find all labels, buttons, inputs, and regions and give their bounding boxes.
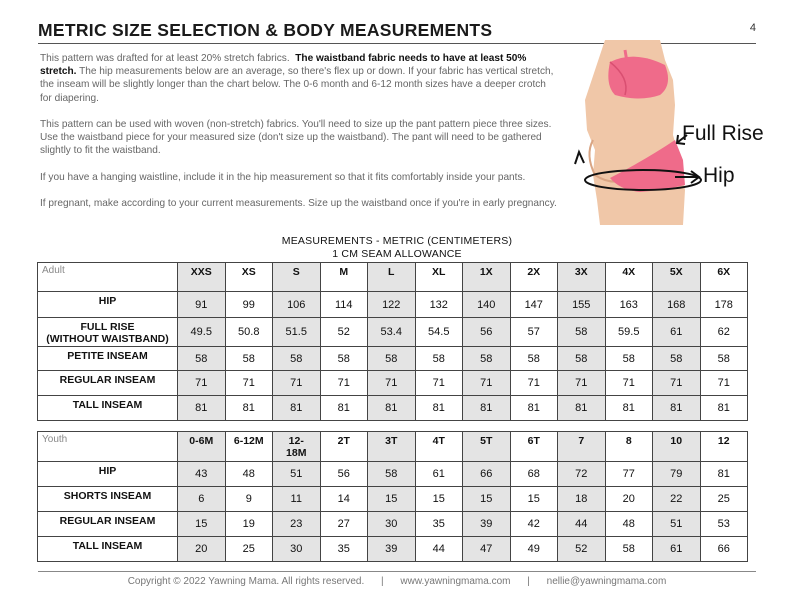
measurement-cell: 59.5: [605, 318, 653, 347]
measurement-cell: 163: [605, 292, 653, 318]
measurement-cell: 42: [510, 512, 558, 537]
measurement-cell: 79: [653, 462, 701, 487]
youth-measurements-table: [37, 431, 748, 562]
measurement-cell: 15: [510, 487, 558, 512]
intro-p1-plain: This pattern was drafted for at least 20% stretch fabrics.: [40, 53, 290, 64]
size-header: 10: [653, 432, 701, 462]
measurement-cell: 15: [368, 487, 416, 512]
measurement-cell: 51.5: [273, 318, 321, 347]
footer-divider: [38, 571, 756, 572]
measurement-cell: 14: [320, 487, 368, 512]
measurement-cell: 71: [653, 371, 701, 396]
intro-paragraph-2: This pattern can be used with woven (non-stretch) fabrics. You'll need to size up the pant pattern piece three sizes. Use the waistband piece for your measured size (don't size up the waistband). The pant will need to be gathered slightly to fit the waistband.: [40, 119, 552, 157]
measurement-cell: 58: [368, 347, 416, 371]
measurement-cell: 147: [510, 292, 558, 318]
measurement-cell: 49.5: [178, 318, 226, 347]
measurement-cell: 51: [653, 512, 701, 537]
measurement-cell: 58: [273, 347, 321, 371]
table-row: [38, 292, 748, 318]
measurement-cell: 81: [653, 396, 701, 421]
measurement-cell: 58: [415, 347, 463, 371]
measurement-cell: 48: [605, 512, 653, 537]
table-row: [38, 371, 748, 396]
measurement-cell: 99: [225, 292, 273, 318]
row-label: TALL INSEAM: [38, 396, 178, 421]
measurement-cell: 58: [225, 347, 273, 371]
measurement-cell: 58: [510, 347, 558, 371]
measurement-cell: 81: [605, 396, 653, 421]
measurement-cell: 35: [320, 537, 368, 562]
measurement-cell: 132: [415, 292, 463, 318]
measurement-cell: 58: [605, 537, 653, 562]
measurement-cell: 39: [463, 512, 511, 537]
measurement-cell: 140: [463, 292, 511, 318]
measurement-cell: 47: [463, 537, 511, 562]
measurement-cell: 43: [178, 462, 226, 487]
measurement-cell: 58: [558, 318, 606, 347]
measurement-cell: 52: [320, 318, 368, 347]
measurement-cell: 39: [368, 537, 416, 562]
measurement-cell: 68: [510, 462, 558, 487]
measurement-cell: 30: [273, 537, 321, 562]
size-header: 6X: [700, 263, 748, 292]
measurement-cell: 61: [653, 537, 701, 562]
size-header: 6-12M: [225, 432, 273, 462]
measurement-cell: 66: [463, 462, 511, 487]
size-header: 6T: [510, 432, 558, 462]
measurement-cell: 77: [605, 462, 653, 487]
measurement-cell: 58: [178, 347, 226, 371]
row-label: PETITE INSEAM: [38, 347, 178, 371]
table-heading-seam: 1 CM SEAM ALLOWANCE: [332, 248, 462, 260]
measurement-cell: 48: [225, 462, 273, 487]
measurement-cell: 44: [415, 537, 463, 562]
measurement-cell: 9: [225, 487, 273, 512]
measurement-cell: 81: [415, 396, 463, 421]
row-label: REGULAR INSEAM: [38, 512, 178, 537]
footer-copyright: Copyright © 2022 Yawning Mama. All rights reserved.: [127, 576, 365, 587]
size-header: 3T: [368, 432, 416, 462]
measurement-cell: 53: [700, 512, 748, 537]
size-header: 7: [558, 432, 606, 462]
measurement-cell: 53.4: [368, 318, 416, 347]
measurement-cell: 61: [415, 462, 463, 487]
measurement-cell: 71: [273, 371, 321, 396]
measurement-cell: 62: [700, 318, 748, 347]
measurement-cell: 35: [415, 512, 463, 537]
measurement-cell: 11: [273, 487, 321, 512]
measurement-cell: 71: [368, 371, 416, 396]
size-header: 12: [700, 432, 748, 462]
measurement-cell: 58: [558, 347, 606, 371]
measurement-cell: 81: [368, 396, 416, 421]
measurement-cell: 91: [178, 292, 226, 318]
measurement-cell: 56: [320, 462, 368, 487]
measurement-cell: 61: [653, 318, 701, 347]
adult-measurements-table: [37, 262, 748, 421]
table-row: [38, 462, 748, 487]
measurement-cell: 71: [178, 371, 226, 396]
measurement-cell: 81: [178, 396, 226, 421]
measurement-cell: 81: [510, 396, 558, 421]
measurement-cell: 19: [225, 512, 273, 537]
measurement-cell: 15: [463, 487, 511, 512]
row-label: SHORTS INSEAM: [38, 487, 178, 512]
measurement-cell: 81: [273, 396, 321, 421]
size-header: 5T: [463, 432, 511, 462]
row-label: FULL RISE (WITHOUT WAISTBAND): [38, 318, 178, 347]
measurement-cell: 54.5: [415, 318, 463, 347]
intro-p1-bold: The waistband fabric needs to have at least 50% stretch.: [40, 53, 527, 78]
measurement-cell: 71: [510, 371, 558, 396]
measurement-cell: 57: [510, 318, 558, 347]
measurement-cell: 30: [368, 512, 416, 537]
measurement-cell: 15: [415, 487, 463, 512]
measurement-cell: 20: [178, 537, 226, 562]
table-heading-units: MEASUREMENTS - METRIC (CENTIMETERS): [281, 235, 513, 247]
measurement-cell: 27: [320, 512, 368, 537]
measurement-cell: 58: [463, 347, 511, 371]
measurement-cell: 23: [273, 512, 321, 537]
table-corner-label: Youth: [38, 432, 178, 462]
measurement-cell: 6: [178, 487, 226, 512]
row-label: REGULAR INSEAM: [38, 371, 178, 396]
measurement-cell: 22: [653, 487, 701, 512]
measurement-cell: 15: [178, 512, 226, 537]
size-header: 2T: [320, 432, 368, 462]
row-label: TALL INSEAM: [38, 537, 178, 562]
full-rise-label: Full Rise: [682, 122, 764, 145]
hip-label: Hip: [703, 164, 735, 187]
size-header: XS: [225, 263, 273, 292]
table-row: [38, 347, 748, 371]
measurement-cell: 44: [558, 512, 606, 537]
table-row: [38, 537, 748, 562]
table-row: [38, 396, 748, 421]
size-header: L: [368, 263, 416, 292]
measurement-cell: 58: [368, 462, 416, 487]
footer: [0, 576, 794, 587]
footer-separator: |: [527, 576, 530, 587]
measurement-cell: 71: [225, 371, 273, 396]
measurement-cell: 72: [558, 462, 606, 487]
measurement-cell: 49: [510, 537, 558, 562]
size-header: 8: [605, 432, 653, 462]
size-header: 4T: [415, 432, 463, 462]
footer-separator: |: [381, 576, 384, 587]
measurement-cell: 114: [320, 292, 368, 318]
footer-email: nellie@yawningmama.com: [546, 576, 667, 587]
intro-text: [40, 52, 560, 224]
intro-p1-rest: The hip measurements below are an average, so there's flex up or down. If your fabric has vertical stretch, the inseam will be slightly longer than the chart below. The 0-6 month and 6-12 month sizes have a deeper crotch for diapering.: [40, 66, 554, 104]
size-header: XL: [415, 263, 463, 292]
size-header: 1X: [463, 263, 511, 292]
measurement-cell: 71: [415, 371, 463, 396]
size-header: 4X: [605, 263, 653, 292]
size-header: S: [273, 263, 321, 292]
footer-website: www.yawningmama.com: [400, 576, 511, 587]
measurement-cell: 20: [605, 487, 653, 512]
measurement-cell: 50.8: [225, 318, 273, 347]
table-row: [38, 512, 748, 537]
measurement-cell: 52: [558, 537, 606, 562]
measurement-cell: 25: [225, 537, 273, 562]
measurement-cell: 81: [558, 396, 606, 421]
table-corner-label: Adult: [38, 263, 178, 292]
page-title: METRIC SIZE SELECTION & BODY MEASUREMENTS: [38, 20, 493, 40]
measurement-cell: 66: [700, 537, 748, 562]
measurement-cell: 71: [605, 371, 653, 396]
measurement-cell: 18: [558, 487, 606, 512]
measurement-cell: 155: [558, 292, 606, 318]
measurement-cell: 81: [463, 396, 511, 421]
measurement-cell: 81: [320, 396, 368, 421]
measurement-cell: 81: [225, 396, 273, 421]
page-number: 4: [749, 22, 756, 34]
size-header: 0-6M: [178, 432, 226, 462]
measurement-cell: 25: [700, 487, 748, 512]
size-header: M: [320, 263, 368, 292]
measurement-cell: 122: [368, 292, 416, 318]
size-header: XXS: [178, 263, 226, 292]
measurement-cell: 58: [700, 347, 748, 371]
size-header: 2X: [510, 263, 558, 292]
table-row: [38, 318, 748, 347]
intro-paragraph-4: If pregnant, make according to your current measurements. Size up the waistband once if you're in early pregnancy.: [40, 198, 557, 210]
size-header: 12- 18M: [273, 432, 321, 462]
size-header: 3X: [558, 263, 606, 292]
measurement-cell: 81: [700, 396, 748, 421]
intro-paragraph-3: If you have a hanging waistline, include it in the hip measurement so that it fits comfortably inside your pants.: [40, 171, 526, 183]
measurement-cell: 178: [700, 292, 748, 318]
row-label: HIP: [38, 462, 178, 487]
measurement-cell: 51: [273, 462, 321, 487]
measurement-cell: 106: [273, 292, 321, 318]
measurement-cell: 58: [653, 347, 701, 371]
measurement-cell: 71: [320, 371, 368, 396]
measurement-cell: 71: [558, 371, 606, 396]
measurement-cell: 58: [605, 347, 653, 371]
intro-paragraph-1: [40, 52, 560, 105]
table-row: [38, 487, 748, 512]
measurement-cell: 56: [463, 318, 511, 347]
measurement-cell: 81: [700, 462, 748, 487]
measurement-cell: 71: [463, 371, 511, 396]
size-header: 5X: [653, 263, 701, 292]
measurement-cell: 58: [320, 347, 368, 371]
body-measurement-illustration: [565, 40, 765, 225]
measurement-cell: 168: [653, 292, 701, 318]
measurement-cell: 71: [700, 371, 748, 396]
row-label: HIP: [38, 292, 178, 318]
